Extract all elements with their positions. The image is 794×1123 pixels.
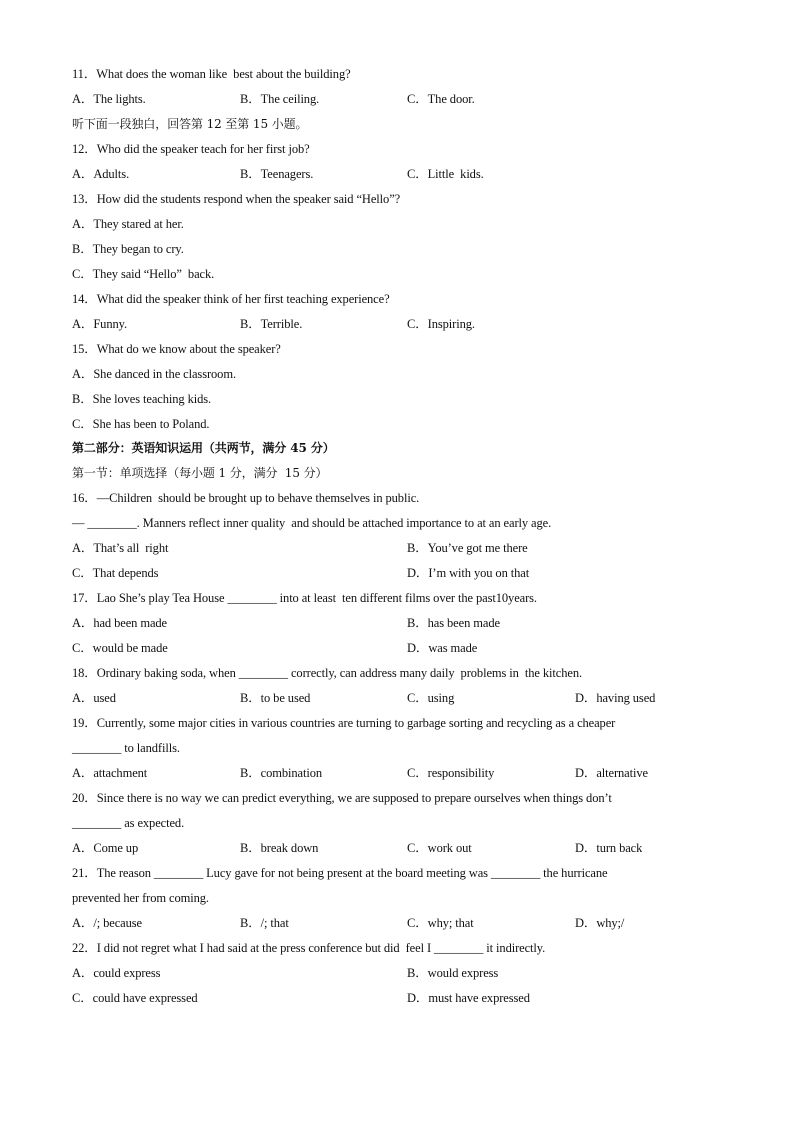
question-16-option-b: B．You’ve got me there (407, 541, 528, 555)
question-22-option-b: B．would express (407, 966, 499, 980)
question-11-stem: 11．What does the woman like best about the building? (72, 67, 351, 81)
question-15-option-b: B．She loves teaching kids. (72, 392, 212, 406)
question-16-option-d: D．I’m with you on that (407, 566, 530, 580)
question-13-option-a: A．They stared at her. (72, 217, 184, 231)
question-21-stem-2: prevented her from coming. (72, 891, 209, 905)
question-16-option-c: C．That depends (72, 566, 159, 580)
question-11-option-b: B．The ceiling. (240, 92, 320, 106)
question-18-option-d: D．having used (575, 691, 656, 705)
question-20-option-b: B．break down (240, 841, 319, 855)
question-21-option-a: A．/; because (72, 916, 142, 930)
question-19-option-d: D．alternative (575, 766, 648, 780)
question-15-option-c: C．She has been to Poland. (72, 417, 210, 431)
question-11-option-c: C．The door. (407, 92, 475, 106)
question-22-option-c: C．could have expressed (72, 991, 198, 1005)
question-13-option-b: B．They began to cry. (72, 242, 184, 256)
instruction-12-15: 听下面一段独白，回答第 12 至第 15 小题。 (72, 117, 308, 131)
question-17-option-d: D．was made (407, 641, 478, 655)
question-17-option-a: A．had been made (72, 616, 167, 630)
question-12-option-a: A．Adults. (72, 167, 130, 181)
question-19-option-a: A．attachment (72, 766, 148, 780)
question-21-option-b: B．/; that (240, 916, 289, 930)
question-16-stem: 16．—Children should be brought up to behave themselves in public. (72, 491, 420, 505)
question-14-option-b: B．Terrible. (240, 317, 303, 331)
question-21-stem: 21．The reason ________ Lucy gave for not being present at the board meeting was ________ the hurricane (72, 866, 608, 880)
question-18-stem: 18．Ordinary baking soda, when ________ correctly, can address many daily problems in the kitchen. (72, 666, 582, 680)
question-12-stem: 12．Who did the speaker teach for her first job? (72, 142, 310, 156)
question-20-option-c: C．work out (407, 841, 472, 855)
question-13-stem: 13．How did the students respond when the speaker said “Hello”? (72, 192, 401, 206)
question-22-option-a: A．could express (72, 966, 161, 980)
question-12-option-c: C．Little kids. (407, 167, 484, 181)
question-17-option-b: B．has been made (407, 616, 500, 630)
question-15-option-a: A．She danced in the classroom. (72, 367, 236, 381)
question-17-option-c: C．would be made (72, 641, 168, 655)
question-11-option-a: A．The lights. (72, 92, 146, 106)
question-14-option-c: C．Inspiring. (407, 317, 475, 331)
question-22-option-d: D．must have expressed (407, 991, 530, 1005)
question-20-stem-2: ________ as expected. (72, 816, 185, 830)
question-22-stem: 22．I did not regret what I had said at the press conference but did feel I ________ it indirectly. (72, 941, 546, 955)
question-21-option-d: D．why;/ (575, 916, 625, 930)
question-18-option-c: C．using (407, 691, 455, 705)
part-2-heading: 第二部分：英语知识运用（共两节，满分 45 分） (72, 441, 335, 455)
question-19-stem: 19．Currently, some major cities in various countries are turning to garbage sorting and recycling as a cheaper (72, 716, 616, 730)
question-14-stem: 14．What did the speaker think of her first teaching experience? (72, 292, 390, 306)
question-13-option-c: C．They said “Hello” back. (72, 267, 215, 281)
question-15-stem: 15．What do we know about the speaker? (72, 342, 281, 356)
question-19-stem-2: ________ to landfills. (72, 741, 180, 755)
question-21-option-c: C．why; that (407, 916, 474, 930)
section-1-heading: 第一节：单项选择（每小题 1 分，满分 15 分） (72, 466, 328, 480)
question-12-option-b: B．Teenagers. (240, 167, 314, 181)
question-14-option-a: A．Funny. (72, 317, 127, 331)
question-18-option-a: A．used (72, 691, 116, 705)
question-19-option-c: C．responsibility (407, 766, 495, 780)
question-16-option-a: A．That’s all right (72, 541, 169, 555)
question-19-option-b: B．combination (240, 766, 323, 780)
question-16-stem-2: — ________. Manners reflect inner quality and should be attached importance to at an early age. (72, 516, 552, 530)
question-18-option-b: B．to be used (240, 691, 311, 705)
question-17-stem: 17．Lao She’s play Tea House ________ into at least ten different films over the past10years. (72, 591, 537, 605)
question-20-option-a: A．Come up (72, 841, 139, 855)
question-20-option-d: D．turn back (575, 841, 643, 855)
question-20-stem: 20．Since there is no way we can predict everything, we are supposed to prepare ourselves when things don’t (72, 791, 612, 805)
